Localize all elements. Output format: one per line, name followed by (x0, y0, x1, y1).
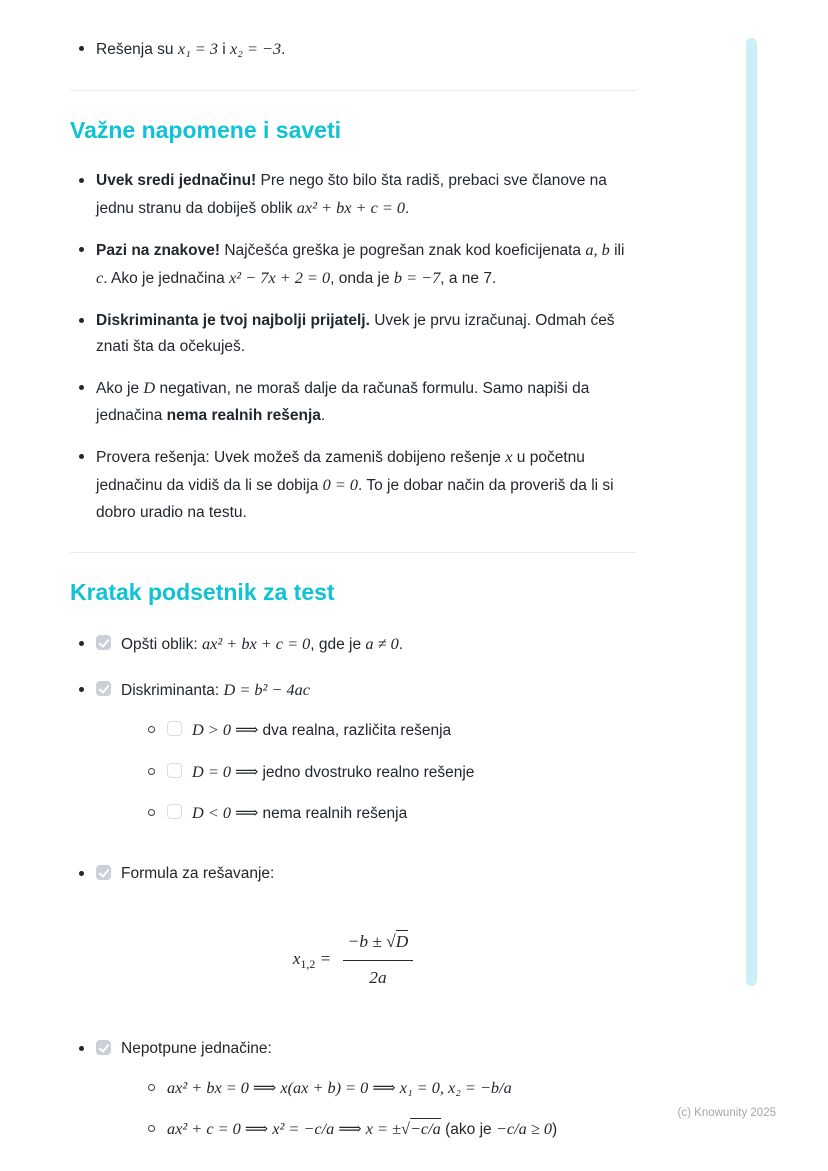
reminder-checklist (70, 631, 636, 888)
notes-list (70, 168, 636, 526)
sublist-item (139, 717, 636, 745)
intro-text: Rešenja su x₁ = 3 i x₂ = −3. (96, 40, 286, 58)
note-item-text: Uvek sredi jednačinu! Pre nego što bilo šta radiš, prebaci sve članove na jednu stranu da dobiješ oblik ax² + bx + c = 0. (96, 172, 607, 217)
note-content (70, 36, 636, 1171)
footer-copyright: (c) Knowunity 2025 (677, 1107, 776, 1119)
bullet-icon (79, 641, 84, 646)
check-icon (98, 636, 109, 648)
sublist-item (139, 1075, 636, 1103)
bullet-icon (79, 247, 84, 252)
checkbox-checked-icon (96, 635, 111, 650)
formula-numerator: −b ± √D (343, 927, 414, 960)
bullet-icon (79, 871, 84, 876)
intro-list (70, 36, 636, 64)
note-item-text: Ako je D negativan, ne moraš dalje da računaš formulu. Samo napiši da jednačina nema realnih rešenja. (96, 379, 590, 424)
checklist-item-text: Formula za rešavanje: (121, 864, 275, 882)
sublist-item-text: D = 0 ⟹ jedno dvostruko realno rešenje (192, 762, 475, 781)
sublist-item-text: ax² + bx = 0 ⟹ x(ax + b) = 0 ⟹ x₁ = 0, x₂ = −b/a (167, 1078, 512, 1097)
formula-lhs: $x_{1,2}$ = (292, 949, 336, 972)
quadratic-formula (70, 927, 636, 992)
list-item (70, 308, 636, 361)
incomplete-equations-list (70, 1036, 636, 1158)
note-item-text: Diskriminanta je tvoj najbolji prijatelj. Uvek je prvu izračunaj. Odmah ćeš znati šta da očekuješ. (96, 311, 615, 355)
checkbox-unchecked-icon (167, 721, 182, 736)
checklist-item (70, 1036, 636, 1158)
checklist-item (70, 677, 636, 842)
checklist-item (70, 631, 636, 659)
bullet-icon (79, 385, 84, 390)
list-item (70, 36, 636, 64)
section-title-reminder: Kratak podsetnik za test (70, 579, 335, 606)
sublist-item-text: ax² + c = 0 ⟹ x² = −c/a ⟹ x = ±√−c/a (ako je −c/a ≥ 0) (167, 1120, 558, 1139)
circle-bullet-icon (148, 726, 155, 733)
bullet-icon (79, 687, 84, 692)
circle-bullet-icon (148, 809, 155, 816)
sublist-item-text: D > 0 ⟹ dva realna, različita rešenja (192, 720, 452, 739)
checklist-item (70, 861, 636, 887)
sublist-item (139, 1116, 636, 1144)
checkbox-unchecked-icon (167, 763, 182, 778)
section-title-notes: Važne napomene i saveti (70, 116, 342, 143)
list-item (70, 168, 636, 222)
incomplete-sublist (139, 1075, 636, 1144)
note-item-text: Provera rešenja: Uvek možeš da zameniš dobijeno rešenje x u početnu jednačinu da vidiš da li se dobija 0 = 0. To je dobar način da proveriš da li si dobro uradio na testu. (96, 448, 614, 521)
note-item-text: Pazi na znakove! Najčešća greška je pogrešan znak kod koeficijenata a, b ili c. Ako je jednačina x² − 7x + 2 = 0, onda je b = −7, a ne 7. (96, 241, 625, 287)
sublist-item (139, 759, 636, 787)
bullet-icon (79, 178, 84, 183)
checkbox-unchecked-icon (167, 804, 182, 819)
list-item (70, 375, 636, 429)
checklist-item-text: Opšti oblik: ax² + bx + c = 0, gde je a ≠ 0. (121, 634, 404, 653)
section-divider (70, 90, 636, 91)
bullet-icon (79, 46, 84, 51)
discriminant-sublist (139, 717, 636, 828)
list-item (70, 444, 636, 526)
bullet-icon (79, 1046, 84, 1051)
sublist-item-text: D < 0 ⟹ nema realnih rešenja (192, 804, 408, 823)
circle-bullet-icon (148, 1125, 155, 1132)
circle-bullet-icon (148, 768, 155, 775)
section-divider (70, 552, 636, 553)
list-item (70, 237, 636, 292)
check-icon (98, 1041, 109, 1053)
checklist-item-text: Nepotpune jednačine: (121, 1040, 272, 1058)
bullet-icon (79, 454, 84, 459)
circle-bullet-icon (148, 1084, 155, 1091)
checkbox-checked-icon (96, 865, 111, 880)
formula-denominator: 2a (369, 967, 387, 987)
sublist-item (139, 800, 636, 828)
checklist-item-text: Diskriminanta: D = b² − 4ac (121, 681, 310, 700)
checkbox-checked-icon (96, 1040, 111, 1055)
check-icon (98, 866, 109, 878)
bullet-icon (79, 318, 84, 323)
checkbox-checked-icon (96, 681, 111, 696)
check-icon (98, 683, 109, 695)
right-accent-bar (746, 38, 757, 986)
formula-fraction (343, 927, 414, 992)
